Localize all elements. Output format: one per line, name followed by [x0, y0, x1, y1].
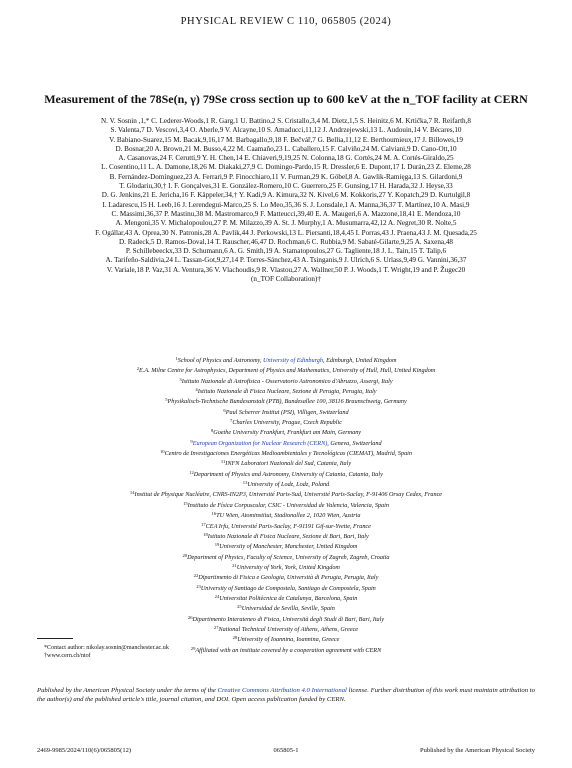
- affiliation-line: [22, 552, 550, 562]
- affiliation-text: CEA Irfu, Université Paris-Saclay, F-91191 Gif-sur-Yvette, France: [205, 522, 371, 530]
- affiliation-number: 26: [187, 614, 193, 620]
- author-line: L. Cosentino,11 L. A. Damone,18,26 M. Diakaki,27,9 C. Domingo-Pardo,15 R. Dressler,6 E. Dupont,17 I. Durán,23 Z. Eleme,28: [101, 163, 471, 172]
- affiliation-number: 19: [214, 542, 220, 548]
- affiliation-text: Dipartimento di Fisica e Geologia, Università di Perugia, Perugia, Italy: [198, 574, 379, 582]
- affiliation-number: 6: [223, 407, 226, 413]
- license-link[interactable]: Creative Commons Attribution 4.0 International: [217, 687, 347, 694]
- footnote-rule: [37, 638, 73, 639]
- affiliation-text: E.A. Milne Centre for Astrophysics, Department of Physics and Mathematics, University of Hull, Hull, United Kingdom: [139, 367, 436, 375]
- license-text-after: license. Further distribution of this work must maintain attribution to the author(s) and the published article's title, journal citation, and DOI. Open access publication funded by CERN.: [37, 687, 535, 704]
- affiliation-number: 8: [210, 428, 214, 434]
- affiliation-number: 7: [230, 418, 233, 424]
- affiliation-text: University of Ioannina, Ioannina, Greece: [237, 636, 340, 644]
- affiliation-text: Affiliated with an institute covered by a cooperation agreement with CERN: [195, 646, 382, 654]
- author-line: (n_TOF Collaboration)†: [251, 275, 321, 284]
- affiliation-number: 10: [160, 449, 165, 455]
- affiliation-line: [22, 521, 550, 531]
- affiliation-number: 16: [211, 511, 217, 517]
- affiliation-text: Physikalisch-Technische Bundesanstalt (PTB), Bundesallee 100, 38116 Braunschweig, Germany: [167, 398, 407, 406]
- affiliation-link[interactable]: University of Edinburgh: [263, 357, 323, 364]
- affiliation-text: Institut de Physique Nucléaire, CNRS-IN2P3, Université Paris-Sud, Université Paris-Saclay, F-91406 Orsay Cedex, France: [134, 491, 443, 499]
- license-text-before: Published by the American Physical Society under the terms of the: [37, 687, 218, 694]
- affiliation-text: Department of Physics and Astronomy, University of Catania, Catania, Italy: [193, 470, 383, 478]
- affiliation-number: 23: [196, 583, 201, 589]
- author-line: S. Valenta,7 D. Vescovi,3,4 O. Aberle,9 V. Alcayne,10 S. Amaducci,11,12 J. Andrzejewski,13 L. Audouin,14 V. Bécares,10: [110, 126, 462, 135]
- affiliation-line: [22, 603, 550, 613]
- affiliation-number: 5: [165, 397, 168, 403]
- affiliation-line: [22, 500, 550, 510]
- collaboration-footnote: †www.cern.ch/ntof: [44, 653, 91, 660]
- affiliation-line: [22, 427, 550, 437]
- affiliation-text-after: , Geneva, Switzerland: [327, 439, 382, 447]
- affiliation-number: 28: [232, 635, 238, 641]
- affiliation-link[interactable]: European Organization for Nuclear Research (CERN): [192, 439, 328, 447]
- affiliation-text: Charles University, Prague, Czech Republic: [232, 419, 342, 427]
- affiliation-line: [22, 593, 550, 603]
- affiliation-number: 24: [214, 593, 220, 599]
- affiliation-number: 21: [232, 562, 237, 568]
- affiliation-number: 2: [136, 366, 140, 372]
- affiliation-text: Istituto Nazionale di Astrofisica - Osservatorio Astronomico d'Abruzzo, Assergi, Italy: [181, 377, 393, 385]
- author-line: V. Babiano-Suarez,15 M. Bacak,9,16,17 M. Barbagallo,9,18 F. Bečvář,7 G. Bellia,11,12 E. Berthoumieux,17 J. Billowes,19: [109, 135, 463, 144]
- affiliation-number: 3: [179, 376, 182, 382]
- affiliation-text: Dipartimento Interateneo di Fisica, Università degli Studi di Bari, Bari, Italy: [192, 615, 385, 623]
- affiliation-line: [22, 407, 550, 417]
- affiliation-text: TU Wien, Atominstitut, Stadionallee 2, 1020 Wien, Austria: [216, 512, 361, 520]
- affiliation-text: Instituto de Física Corpuscular, CSIC - Universidad de Valencia, Valencia, Spain: [187, 501, 389, 509]
- affiliation-line: [22, 365, 550, 375]
- affiliation-number: 20: [182, 552, 188, 558]
- affiliation-text: Universidad de Sevilla, Seville, Spain: [241, 605, 335, 613]
- affiliation-line: [22, 448, 550, 458]
- author-line: F. Ogállar,43 A. Oprea,30 N. Patronis,28 A. Pavlik,44 J. Perkowski,13 L. Piersanti,18,4,45 I. Porras,43 J. Praena,43 J. M. Quesada,25: [95, 228, 477, 237]
- affiliation-line: [22, 531, 550, 541]
- author-line: D. Radeck,5 D. Ramos-Doval,14 T. Rauscher,46,47 D. Rochman,6 C. Rubbia,9 M. Sabaté-Gilarte,9,25 A. Saxena,48: [118, 237, 453, 246]
- author-line: V. Variale,18 P. Vaz,31 A. Ventura,36 V. Vlachoudis,9 R. Vlastou,27 A. Wallner,50 P. J. Woods,1 T. Wright,19 and P. Žugec20: [106, 265, 466, 274]
- affiliation-text: Istituto Nazionale di Fisica Nucleare, Sezione di Perugia, Perugia, Italy: [197, 388, 377, 396]
- page-number: 065805-1: [273, 747, 299, 754]
- author-line: P. Schillebeeckx,33 D. Schumann,6 A. G. Smith,19 A. Stamatopoulos,27 G. Tagliente,18 J. L. Tain,15 T. Talip,6: [125, 247, 447, 256]
- contact-footnote: *Contact author: nikolay.sosnin@manchester.ac.uk: [44, 645, 169, 651]
- affiliation-number: 22: [193, 573, 199, 579]
- affiliation-number: 25: [237, 604, 242, 610]
- affiliation-number: 18: [203, 531, 208, 537]
- affiliation-number: 12: [189, 469, 194, 475]
- affiliation-line: [22, 469, 550, 479]
- affiliation-line: [22, 572, 550, 582]
- affiliation-text: INFN Laboratori Nazionali del Sud, Catania, Italy: [225, 460, 352, 468]
- affiliation-number: 17: [201, 521, 206, 527]
- affiliation-number: 11: [220, 459, 226, 465]
- affiliation-number: 27: [213, 624, 219, 630]
- affiliation-text: National Technical University of Athens, Athens, Greece: [218, 625, 359, 633]
- affiliation-line: [22, 479, 550, 489]
- affiliation-number: 13: [242, 480, 248, 486]
- affiliation-line: [22, 510, 550, 520]
- affiliation-line: [22, 396, 550, 406]
- affiliation-line: [22, 583, 550, 593]
- affiliation-text: Istituto Nazionale di Fisica Nucleare, Sezione di Bari, Bari, Italy: [207, 532, 369, 540]
- article-title: Measurement of the 78Se(n, γ) 79Se cross section up to 600 keV at the n_TOF facility at CERN: [44, 92, 528, 106]
- affiliation-text: Department of Physics, Faculty of Science, University of Zagreb, Zagreb, Croatia: [187, 553, 390, 561]
- affiliation-line: [22, 562, 550, 572]
- affiliation-number: 9: [190, 438, 193, 444]
- affiliation-line: [22, 458, 550, 468]
- author-line: B. Fernández-Domínguez,23 A. Ferrari,9 P. Finocchiaro,11 V. Furman,29 K. Göbel,8 A. Gawlik-Ramięga,13 S. Gilardoni,9: [109, 172, 463, 181]
- page-footer: [37, 747, 535, 757]
- author-line: A. Mengoni,35 V. Michalopoulou,27 P. M. Milazzo,39 A. St. J. Murphy,1 A. Musumarra,42,12 A. Negret,30 R. Nolte,5: [115, 219, 457, 228]
- affiliation-text-after: , Edinburgh, United Kingdom: [322, 357, 397, 364]
- affiliation-line: [22, 386, 550, 396]
- affiliation-text: University of Lodz, Lodz, Poland: [247, 481, 330, 489]
- affiliation-number: 29: [190, 645, 196, 651]
- author-line: N. V. Sosnin ,1,* C. Lederer-Woods,1 R. Garg,1 U. Battino,2 S. Cristallo,3,4 M. Dietz,1,5 S. Heinitz,6 M. Krtička,7 R. Reifarth,8: [101, 117, 471, 125]
- affiliation-line: [22, 624, 550, 634]
- author-line: D. Bosnar,20 A. Brown,21 M. Busso,4,22 M. Caamaño,23 L. Caballero,15 F. Calviño,24 M. Calviani,9 D. Cano-Ott,10: [115, 144, 457, 153]
- affiliation-text: School of Physics and Astronomy,: [177, 357, 264, 364]
- affiliation-line: [22, 614, 550, 624]
- affiliation-line: [22, 489, 550, 499]
- author-line: A. Casanovas,24 F. Cerutti,9 Y. H. Chen,14 E. Chiaveri,9,19,25 N. Colonna,18 G. Cortés,24 M. A. Cortés-Giraldo,25: [118, 154, 454, 163]
- affiliation-number: 1: [175, 356, 178, 361]
- footer-issn: 2469-9985/2024/110(6)/065805(12): [37, 747, 131, 754]
- journal-header: PHYSICAL REVIEW C 110, 065805 (2024): [180, 16, 392, 27]
- author-list: [22, 117, 550, 284]
- affiliation-number: 15: [183, 500, 188, 506]
- author-line: I. Ladarescu,15 H. Leeb,16 J. Lerendegui-Marco,25 S. Lo Meo,35,36 S. J. Lonsdale,1 A. Manna,36,37 T. Martínez,10 A. Masi,9: [102, 200, 470, 209]
- affiliation-text: University of York, York, United Kingdom: [236, 563, 340, 571]
- affiliation-line: [22, 438, 550, 448]
- affiliation-text: University of Santiago de Compostela, Santiago de Compostela, Spain: [200, 584, 376, 592]
- affiliation-line: [22, 355, 550, 365]
- affiliation-text: Centro de Investigaciones Energéticas Medioambientales y Tecnológicas (CIEMAT), Madrid, Spain: [164, 450, 412, 458]
- footer-publisher: Published by the American Physical Society: [420, 747, 535, 754]
- affiliation-line: [22, 541, 550, 551]
- affiliation-list: [22, 355, 550, 655]
- footnotes: [44, 644, 524, 661]
- affiliation-number: 4: [195, 387, 198, 393]
- license-statement: [37, 686, 535, 704]
- affiliation-text: Goethe University Frankfurt, Frankfurt am Main, Germany: [213, 429, 362, 437]
- affiliation-number: 14: [129, 490, 135, 496]
- affiliation-text: Paul Scherrer Institut (PSI), Villigen, Switzerland: [225, 408, 349, 416]
- affiliation-text: University of Manchester, Manchester, United Kingdom: [219, 543, 358, 551]
- affiliation-line: [22, 417, 550, 427]
- author-line: D. G. Jenkins,21 E. Jericha,16 F. Käppeler,34,† Y. Kadi,9 A. Kimura,32 N. Kivel,6 M. Kokkoris,27 Y. Kopatch,29 D. Kurtulgil,8: [101, 191, 471, 200]
- author-line: A. Tarifeño-Saldivia,24 L. Tassan-Got,9,27,14 P. Torres-Sánchez,43 A. Tsinganis,9 J. Ulrich,6 S. Urlass,9,49 G. Vannini,36,37: [105, 256, 467, 265]
- author-line: C. Massimi,36,37 P. Mastinu,38 M. Mastromarco,9 F. Matteucci,39,40 E. A. Maugeri,6 A. Mazzone,18,41 E. Mendoza,10: [111, 209, 461, 218]
- affiliation-line: [22, 376, 550, 386]
- affiliation-text: Universitat Politècnica de Catalunya, Barcelona, Spain: [219, 594, 358, 602]
- author-line: T. Glodariu,30,† I. F. Gonçalves,31 E. González-Romero,10 C. Guerrero,25 F. Gunsing,17 H. Harada,32 J. Heyse,33: [119, 182, 453, 191]
